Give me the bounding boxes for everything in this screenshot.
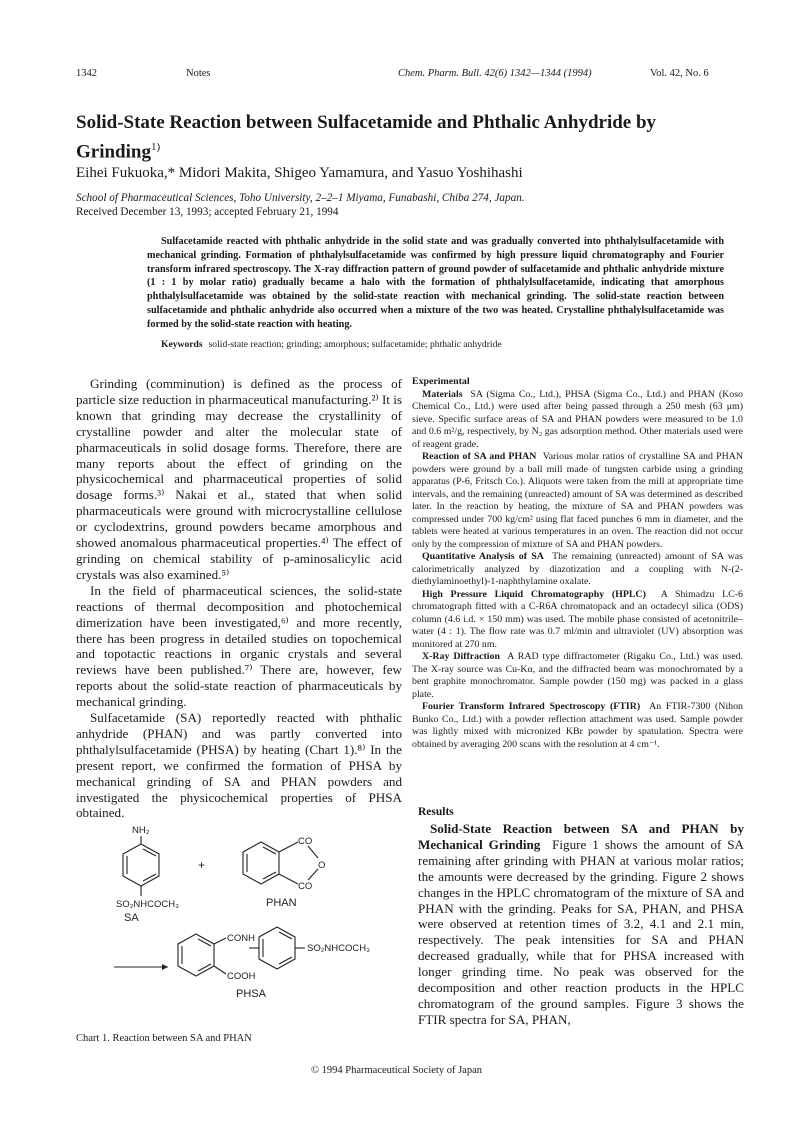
paragraph-head: X-Ray Diffraction: [422, 651, 500, 662]
experimental-paragraph: [412, 389, 743, 452]
article-title: [76, 111, 716, 164]
paragraph-head: Quantitative Analysis of SA: [422, 551, 544, 562]
results-heading: Results: [418, 806, 454, 818]
intro-paragraph: In the field of pharmaceutical sciences, the solid-state reactions of thermal decomposition and photochemical dimerization have been investigated,⁶⁾ and more recently, there has been progress in detailed studies on topochemical and topotactic reactions in organic crystals and several reviews have been published.⁷⁾ There are, however, few reports about the solid-state reaction of pharmaceuticals by mechanical grinding.: [76, 582, 402, 710]
results-paragraph: [418, 821, 744, 1028]
phsa-label: PHSA: [236, 988, 266, 1000]
paragraph-text: The remaining (unreacted) amount of SA was calorimetrically analyzed by diazotization and a coupling with N-(2-diethylaminoethyl)-1-naphthylamine oxalate.: [412, 551, 743, 587]
affiliation: School of Pharmaceutical Sciences, Toho University, 2–2–1 Miyama, Funabashi, Chiba 274, Japan.: [76, 192, 525, 204]
sa-benzene-ring: [123, 844, 159, 886]
paragraph-text: SA (Sigma Co., Ltd.), PHSA (Sigma Co., Ltd.) and PHAN (Koso Chemical Co., Ltd.) were used after being passed through a 250 mesh (63 μm) sieve. Specific surface areas of SA and PHAN powders were measured to be 1.0 and 0.6 m²/g, respectively, by N₂ gas adsorption method. Other materials used were of reagent grade.: [412, 388, 743, 450]
experimental-paragraph: [412, 451, 743, 551]
page-number: 1342: [76, 68, 97, 79]
reaction-scheme-svg: [76, 824, 406, 1034]
keywords: [161, 339, 502, 350]
results-section: [418, 821, 744, 1028]
paragraph-text: A RAD type diffractometer (Rigaku Co., Ltd.) was used. The X-ray source was Cu-Kα, and the diffracted beam was monochromated by a bent graphite monochromator. Sample powder (150 mg) was packed in a glass plate.: [412, 651, 743, 700]
phan-benzene-ring: [243, 842, 279, 884]
plus-sign: +: [198, 858, 206, 872]
so2nhcoch3-label: SO₂NHCOCH₃: [116, 899, 179, 910]
o-label: O: [318, 860, 326, 871]
paragraph-text: An FTIR-7300 (Nihon Bunko Co., Ltd.) with a powder reflection attachment was used. Sample powder was lightly mixed with micronized KBr powder by spatulation. Spectra were obtained by averaging 200 scans with the resolution at 4 cm⁻¹.: [412, 701, 743, 750]
phan-label: PHAN: [266, 897, 297, 909]
title-footnote-ref: 1): [150, 141, 161, 153]
phsa-benzene-ring: [178, 934, 214, 976]
co-label-bottom: CO: [298, 881, 313, 892]
keywords-label: Keywords: [161, 339, 203, 350]
keywords-text: solid-state reaction; grinding; amorphous; sulfacetamide; phthalic anhydride: [208, 339, 502, 350]
chart-1-reaction-scheme: [76, 824, 406, 1034]
paragraph-head: Materials: [422, 388, 463, 400]
arrow-head: [162, 964, 168, 970]
results-text: Figure 1 shows the amount of SA remaining after grinding with PHAN at various molar ratios; the amounts were decreased by the grinding. Figure 2 shows changes in the HPLC chromatogram of the mixture of SA and PHAN with the grinding. Peaks for SA, PHAN, and PHSA were observed at retention times of 3.2, 4.1 and 2.1 min, respectively. The peak intensities for SA and PHAN decreased gradually, while that for PHSA increased with longer grinding time. No peak was observed for the decomposition and other reaction products in the HPLC chromatogram of the ground samples. Figure 3 shows the FTIR spectra for SA, PHAN,: [418, 836, 745, 1027]
phsa-benzene-ring-2: [259, 927, 295, 969]
experimental-paragraph: [412, 551, 743, 589]
received-dates: Received December 13, 1993; accepted February 21, 1994: [76, 206, 339, 218]
introduction: [76, 376, 402, 821]
article-title-text: Solid-State Reaction between Sulfacetamide and Phthalic Anhydride by Grinding: [76, 112, 657, 163]
volume-label: Vol. 42, No. 6: [650, 68, 709, 79]
nh2-label: NH₂: [132, 825, 150, 836]
experimental-paragraph: [412, 651, 743, 701]
intro-paragraph: Grinding (comminution) is defined as the process of particle size reduction in pharmaceutical manufacturing.²⁾ It is known that grinding may decrease the crystallinity of crystalline powder and alter the molecular state of pharmaceuticals in solid dosage forms. Therefore, there are many reports about the effect of grinding on the physicochemical and pharmaceutical properties of solid dosage forms.³⁾ Nakai et al., stated that when solid pharmaceuticals were ground with microcrystalline cellulose or cyclodextrins, ground powders became amorphous and showed anomalous pharmaceutical properties.⁴⁾ The effect of grinding on chemical stability of p-aminosalicylic acid crystals was also examined.⁵⁾: [76, 376, 402, 582]
authors: Eihei Fukuoka,* Midori Makita, Shigeo Yamamura, and Yasuo Yoshihashi: [76, 165, 523, 181]
copyright-notice: © 1994 Pharmaceutical Society of Japan: [311, 1065, 482, 1076]
chart-1-caption: Chart 1. Reaction between SA and PHAN: [76, 1033, 252, 1044]
experimental-section: [412, 376, 743, 751]
paragraph-head: Fourier Transform Infrared Spectroscopy (FTIR): [422, 701, 641, 712]
results-subhead: Solid-State Reaction between SA and PHAN by Mechanical Grinding: [418, 821, 744, 852]
experimental-heading: Experimental: [412, 376, 470, 387]
sa-label: SA: [124, 912, 139, 924]
paragraph-text: A Shimadzu LC-6 chromatograph fitted with a C-R6A chromatopack and an octadecyl silica (ODS) column (4.6 i.d. × 150 mm) was used. The mobile phase consisted of acetonitrile–water (4 : 1). The flow rate was 0.7 ml/min and ultraviolet (UV) absorption was monitored at 270 nm.: [412, 588, 743, 650]
section-label: Notes: [186, 68, 211, 79]
cooh-label: COOH: [227, 971, 256, 982]
co-label-top: CO: [298, 836, 313, 847]
paragraph-head: High Pressure Liquid Chromatography (HPLC): [422, 588, 646, 600]
paragraph-head: Reaction of SA and PHAN: [422, 451, 537, 462]
paragraph-text: Various molar ratios of crystalline SA and PHAN powders were ground by a ball mill made of tungsten carbide using a grinding apparatus (P-6, Fritsch Co.). Aliquots were taken from the mill at appropriate time intervals, and the remaining (unreacted) amount of SA was determined as described later. In the reaction by heating, the mixture of SA and PHAN powders was compressed under 700 kg/cm² using flat faced punches 6 mm in diameter, and the tablets were heated at various temperatures in an oven. The reaction did not occur only by the compression of mixture of SA and PHAN powders.: [412, 451, 743, 550]
so2nhcoch3-label-2: SO₂NHCOCH₃: [307, 943, 370, 954]
journal-citation: Chem. Pharm. Bull. 42(6) 1342—1344 (1994): [398, 68, 592, 79]
abstract: Sulfacetamide reacted with phthalic anhydride in the solid state and was gradually converted into phthalylsulfacetamide with mechanical grinding. Formation of phthalylsulfacetamide was confirmed by high pressure liquid chromatography and Fourier transform infrared spectroscopy. The X-ray diffraction pattern of ground powder of sulfacetamide and phthalic anhydride mixture (1 : 1 by molar ratio) gradually became a halo with the formation of phthalylsulfacetamide, indicating that amorphous phthalylsulfacetamide was obtained by the solid-state reaction with mechanical grinding. The solid-state reaction between sulfacetamide and phthalic anhydride also occurred when a mixture of the two was heated. Crystalline phthalylsulfacetamide was formed by the solid-state reaction with heating.: [147, 236, 724, 330]
experimental-paragraph: [412, 589, 743, 652]
intro-paragraph: Sulfacetamide (SA) reportedly reacted with phthalic anhydride (PHAN) and was partly converted into phthalylsulfacetamide (PHSA) by heating (Chart 1).⁸⁾ In the present report, we confirmed the formation of PHSA by mechanical grinding of SA and PHAN powders and investigated the physicochemical properties of PHSA obtained.: [76, 710, 402, 821]
conh-label: CONH: [227, 933, 255, 944]
experimental-paragraph: [412, 701, 743, 751]
